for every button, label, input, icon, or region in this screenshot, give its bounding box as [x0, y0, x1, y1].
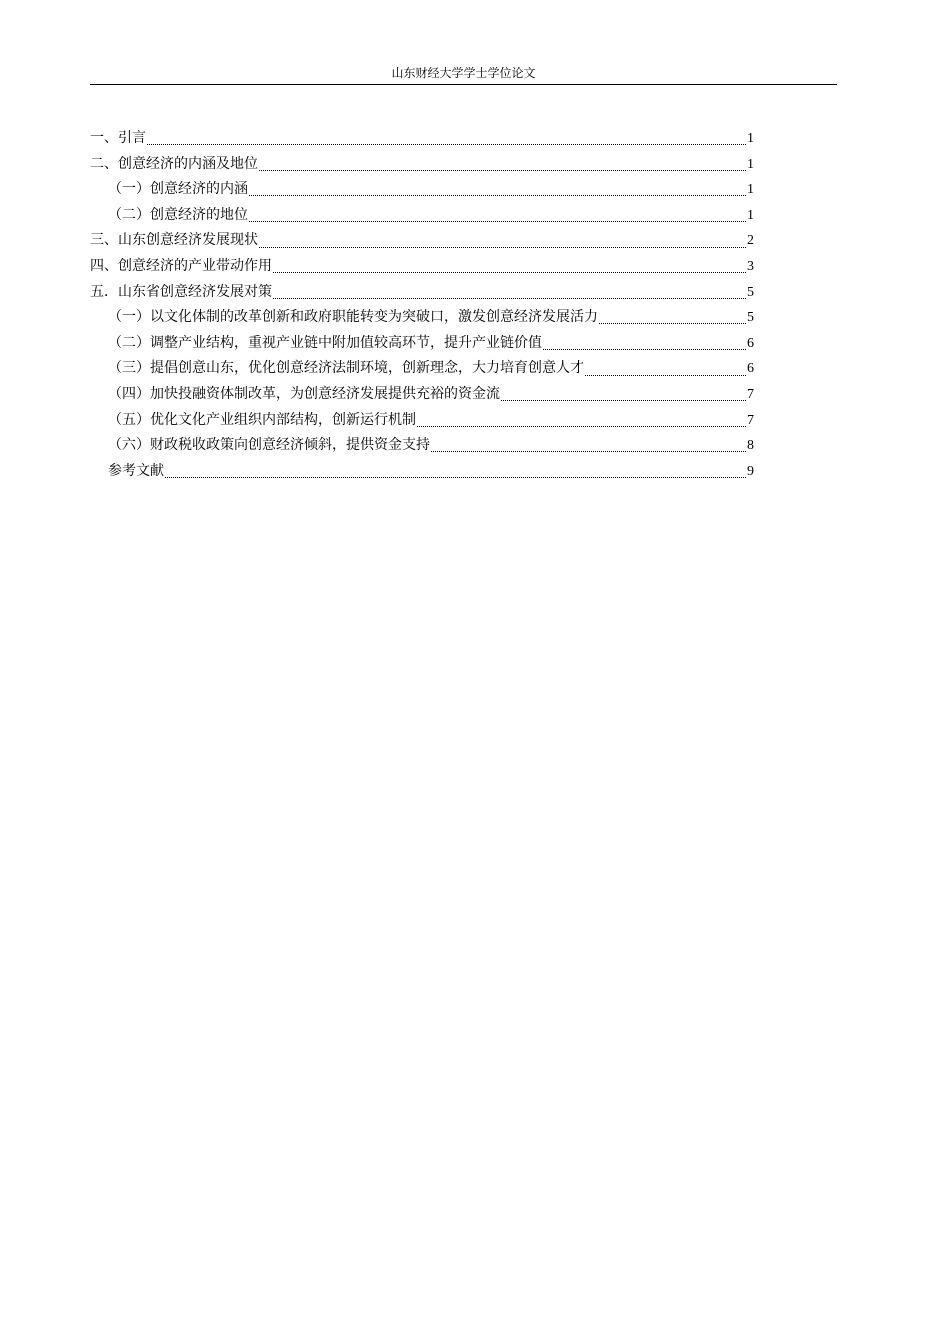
toc-entry[interactable]: [90, 459, 754, 485]
toc-page-number: 6: [747, 361, 754, 377]
toc-entry[interactable]: [90, 228, 754, 254]
toc-dot-leader: [249, 221, 746, 222]
toc-entry-title: 一、引言: [90, 130, 146, 146]
toc-entry-title: （二）创意经济的地位: [108, 206, 248, 223]
toc-entry-title: 五．山东省创意经济发展对策: [90, 283, 272, 300]
toc-entry[interactable]: [90, 280, 754, 306]
toc-entry-title: （一）以文化体制的改革创新和政府职能转变为突破口，激发创意经济发展活力: [108, 309, 598, 326]
toc-dot-leader: [165, 477, 746, 478]
toc-page-number: 5: [747, 310, 754, 326]
toc-dot-leader: [431, 451, 746, 452]
toc-entry[interactable]: [90, 152, 754, 178]
toc-entry-title: （二）调整产业结构，重视产业链中附加值较高环节，提升产业链价值: [108, 334, 542, 351]
toc-entry[interactable]: [90, 408, 754, 434]
toc-page-number: 9: [747, 463, 754, 479]
toc-page-number: 1: [747, 182, 754, 198]
toc-page-number: 6: [747, 335, 754, 351]
toc-entry[interactable]: [90, 254, 754, 280]
toc-entry[interactable]: [90, 356, 754, 382]
toc-dot-leader: [599, 323, 746, 324]
toc-dot-leader: [585, 375, 746, 376]
toc-page-number: 1: [747, 131, 754, 146]
toc-entry[interactable]: [90, 203, 754, 229]
toc-entry[interactable]: [90, 305, 754, 331]
toc-entry-title: （四）加快投融资体制改革，为创意经济发展提供充裕的资金流: [108, 385, 500, 402]
table-of-contents: [90, 126, 754, 484]
toc-dot-leader: [249, 195, 746, 196]
toc-page-number: 5: [747, 284, 754, 300]
toc-entry-title: 四、创意经济的产业带动作用: [90, 257, 272, 274]
toc-entry-title: 三、山东创意经济发展现状: [90, 232, 258, 249]
toc-dot-leader: [273, 272, 746, 273]
toc-page-number: 3: [747, 258, 754, 274]
toc-entry[interactable]: [90, 126, 754, 152]
toc-dot-leader: [259, 247, 746, 248]
toc-dot-leader: [417, 426, 746, 427]
toc-dot-leader: [501, 400, 746, 401]
toc-entry[interactable]: [90, 177, 754, 203]
toc-entry-title: 二、创意经济的内涵及地位: [90, 155, 258, 172]
toc-dot-leader: [273, 298, 746, 299]
toc-entry-title: （六）财政税收政策向创意经济倾斜，提供资金支持: [108, 437, 430, 454]
toc-page-number: 7: [747, 386, 754, 402]
header-title: 山东财经大学学士学位论文: [391, 66, 536, 80]
toc-entry-title: （三）提倡创意山东，优化创意经济法制环境，创新理念，大力培育创意人才: [108, 360, 584, 377]
toc-dot-leader: [259, 170, 746, 171]
toc-entry-title: 参考文献: [108, 462, 164, 479]
toc-entry[interactable]: [90, 433, 754, 459]
toc-page-number: 7: [747, 412, 754, 428]
toc-entry-title: （一）创意经济的内涵: [108, 181, 248, 198]
page-header: [90, 64, 837, 85]
toc-entry[interactable]: [90, 382, 754, 408]
toc-entry[interactable]: [90, 331, 754, 357]
toc-page-number: 2: [747, 233, 754, 249]
toc-page-number: 8: [747, 438, 754, 454]
toc-dot-leader: [543, 349, 746, 350]
toc-entry-title: （五）优化文化产业组织内部结构，创新运行机制: [108, 411, 416, 428]
toc-page-number: 1: [747, 207, 754, 223]
toc-page-number: 1: [747, 156, 754, 172]
toc-dot-leader: [147, 144, 746, 145]
